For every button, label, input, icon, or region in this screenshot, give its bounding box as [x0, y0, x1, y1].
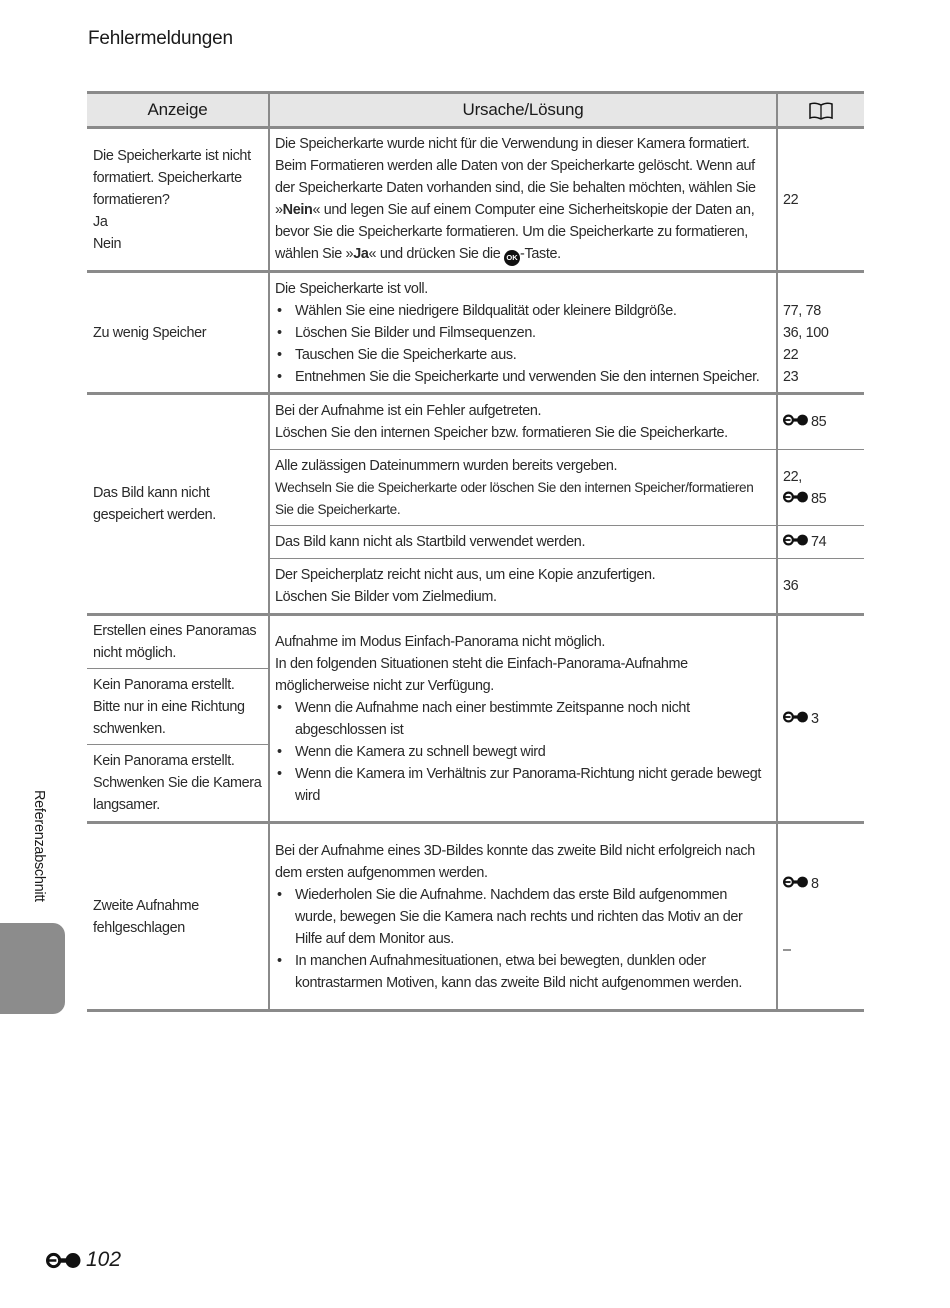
table-row	[87, 615, 864, 669]
reference-cell	[777, 128, 864, 272]
cause-text: -Taste.	[520, 246, 561, 262]
table-row	[87, 823, 864, 1011]
reference-section-icon	[783, 414, 809, 426]
section-tab-label: Referenzabschnitt	[31, 790, 47, 902]
cause-emphasis-yes: Ja	[353, 246, 369, 262]
cause-line: Löschen Sie den internen Speicher bzw. formatieren Sie die Speicherkarte.	[275, 425, 728, 441]
option-no: Nein	[93, 235, 122, 252]
list-item: • Wenn die Kamera im Verhältnis zur Panorama-Richtung nicht gerade bewegt wird	[275, 763, 771, 807]
ok-button-icon: OK	[504, 250, 520, 266]
cause-cell	[269, 272, 777, 394]
display-cell: Kein Panorama erstellt. Bitte nur in eine Richtung schwenken.	[87, 669, 269, 745]
cause-line: Das Bild kann nicht als Startbild verwendet werden.	[275, 534, 586, 550]
list-item: • Wählen Sie eine niedrigere Bildqualität oder kleinere Bildgröße.	[275, 300, 771, 322]
page-ref: 22	[783, 191, 799, 208]
page-title: Fehlermeldungen	[88, 28, 233, 49]
reference-cell	[777, 615, 864, 823]
page-ref: 85	[811, 490, 827, 507]
list-item: • Löschen Sie Bilder und Filmsequenzen.	[275, 322, 771, 344]
reference-section-icon	[783, 876, 809, 888]
cause-cell	[269, 823, 777, 1011]
reference-section-icon	[783, 534, 809, 546]
cause-intro: Die Speicherkarte ist voll.	[275, 280, 428, 297]
cause-line: Löschen Sie Bilder vom Zielmedium.	[275, 589, 497, 605]
bullet-list	[275, 884, 771, 994]
reference-cell	[777, 394, 864, 450]
page-ref: 74	[811, 534, 827, 550]
list-item: • Tauschen Sie die Speicherkarte aus.	[275, 344, 771, 366]
page-ref: –	[783, 941, 791, 958]
option-yes: Ja	[93, 213, 108, 230]
header-display: Anzeige	[87, 93, 269, 128]
reference-cell	[777, 272, 864, 394]
page-ref: 23	[783, 368, 799, 385]
bullet-list	[275, 300, 771, 388]
table-row	[87, 272, 864, 394]
list-item: • In manchen Aufnahmesituationen, etwa bei bewegten, dunklen oder kontrastarmen Motiven, kann das zweite Bild nicht aufgenommen werden.	[275, 950, 771, 994]
cause-intro: Aufnahme im Modus Einfach-Panorama nicht möglich.	[275, 633, 605, 650]
list-item: • Wenn die Aufnahme nach einer bestimmte Zeitspanne noch nicht abgeschlossen ist	[275, 697, 771, 741]
cause-cell	[269, 450, 777, 526]
table-row	[87, 394, 864, 450]
display-cell	[87, 128, 269, 272]
cause-intro: In den folgenden Situationen steht die Einfach-Panorama-Aufnahme möglicherweise nicht zur Verfügung.	[275, 655, 688, 694]
cause-line: Wechseln Sie die Speicherkarte oder löschen Sie den internen Speicher/formatieren Sie die Speicherkarte.	[275, 479, 754, 517]
list-item: • Wenn die Kamera zu schnell bewegt wird	[275, 741, 771, 763]
cause-line: Der Speicherplatz reicht nicht aus, um eine Kopie anzufertigen.	[275, 567, 656, 583]
section-tab	[0, 923, 65, 1014]
cause-cell	[269, 128, 777, 272]
reference-cell	[777, 526, 864, 559]
error-message-table	[87, 91, 864, 1012]
reference-cell	[777, 823, 864, 1011]
cause-text: « und drücken Sie die	[368, 246, 505, 262]
display-cell: Zu wenig Speicher	[87, 272, 269, 394]
cause-cell	[269, 526, 777, 559]
reference-cell	[777, 559, 864, 615]
display-cell: Zweite Aufnahme fehlgeschlagen	[87, 823, 269, 1011]
cause-text: « und legen Sie auf einem Computer eine Sicherheitskopie der Daten an, bevor Sie die Speicherkarte formatieren. Um die Speicherkarte zu formatieren, wählen Sie »	[275, 202, 755, 262]
cause-text: Die Speicherkarte wurde nicht für die Verwendung in dieser Kamera formatiert. Beim Formatieren werden alle Daten von der Speicherkarte gelöscht. Wenn auf der Speicherkarte Daten vorhanden sind, die Sie behalten möchten, wählen Sie »	[275, 136, 756, 218]
cause-line: Bei der Aufnahme ist ein Fehler aufgetreten.	[275, 403, 542, 419]
page-ref: 22,	[783, 468, 802, 485]
header-cause: Ursache/Lösung	[269, 93, 777, 128]
page-ref: 85	[811, 414, 827, 430]
page-ref: 36, 100	[783, 324, 829, 341]
page-ref: 22	[783, 346, 799, 363]
cause-cell	[269, 615, 777, 823]
reference-section-icon	[783, 491, 809, 503]
bullet-list	[275, 697, 771, 807]
cause-line: Alle zulässigen Dateinummern wurden bereits vergeben.	[275, 457, 618, 474]
page-number-value: 102	[86, 1248, 122, 1271]
header-reference	[777, 93, 864, 128]
page-ref: 36	[783, 578, 799, 594]
display-cell: Erstellen eines Panoramas nicht möglich.	[87, 615, 269, 669]
cause-intro: Bei der Aufnahme eines 3D-Bildes konnte das zweite Bild nicht erfolgreich nach dem ersten aufgenommen werden.	[275, 842, 755, 881]
table-header-row	[87, 93, 864, 128]
message-text: Die Speicherkarte ist nicht formatiert. Speicherkarte formatieren?	[93, 147, 251, 208]
cause-emphasis-no: Nein	[282, 202, 313, 218]
list-item: • Entnehmen Sie die Speicherkarte und verwenden Sie den internen Speicher.	[275, 366, 771, 388]
list-item: • Wiederholen Sie die Aufnahme. Nachdem das erste Bild aufgenommen wurde, bewegen Sie die Kamera nach rechts und richten das Motiv an der Hilfe auf dem Monitor aus.	[275, 884, 771, 950]
page-ref: 77, 78	[783, 302, 821, 319]
book-icon	[808, 101, 834, 121]
page-ref: 8	[811, 875, 819, 892]
display-cell: Kein Panorama erstellt. Schwenken Sie die Kamera langsamer.	[87, 745, 269, 823]
reference-section-icon	[46, 1252, 82, 1269]
cause-cell	[269, 394, 777, 450]
table-row	[87, 128, 864, 272]
display-cell: Das Bild kann nicht gespeichert werden.	[87, 394, 269, 615]
reference-cell	[777, 450, 864, 526]
page-ref: 3	[811, 710, 819, 727]
page-number	[46, 1248, 121, 1272]
reference-section-icon	[783, 711, 809, 723]
cause-cell	[269, 559, 777, 615]
